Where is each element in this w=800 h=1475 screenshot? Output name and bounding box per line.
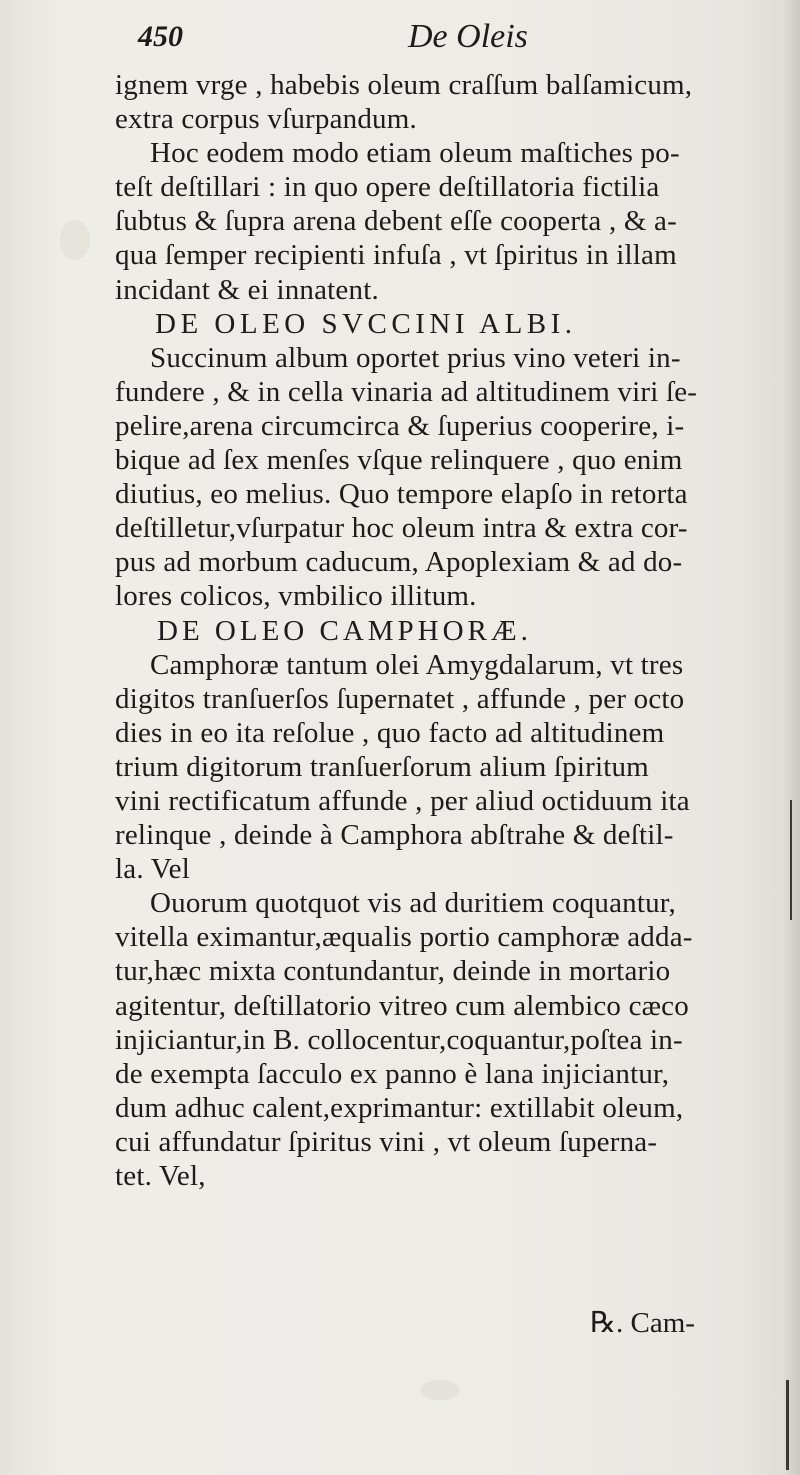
text-line: deſtilletur,vſurpatur hoc oleum intra & extra cor-: [115, 512, 688, 545]
page-number: 450: [138, 20, 183, 53]
text-line: ſubtus & ſupra arena debent eſſe cooperta , & a-: [115, 205, 677, 238]
text-line: extra corpus vſurpandum.: [115, 103, 417, 136]
text-line: Camphoræ tantum olei Amygdalarum, vt tres: [150, 648, 684, 681]
text-line: la. Vel: [115, 853, 190, 886]
text-line: pelire,arena circumcirca & ſuperius cooperire, i-: [115, 409, 685, 442]
section-heading: DE OLEO SVCCINI ALBI.: [155, 307, 577, 340]
running-head: De Oleis: [408, 18, 528, 55]
catchword: ℞. Cam-: [590, 1307, 695, 1339]
text-line: Ouorum quotquot vis ad duritiem coquantur,: [150, 887, 676, 920]
page-header: [0, 16, 800, 66]
text-line: vini rectificatum affunde , per aliud octiduum ita: [115, 784, 690, 817]
text-line: relinque , deinde à Camphora abſtrahe & deſtil-: [115, 819, 674, 852]
text-line: incidant & ei innatent.: [115, 273, 379, 306]
text-line: cui affundatur ſpiritus vini , vt oleum ſuperna-: [115, 1125, 658, 1158]
section-heading: DE OLEO CAMPHORÆ.: [157, 614, 532, 647]
text-line: tur,hæc mixta contundantur, deinde in mortario: [115, 955, 671, 988]
text-line: vitella eximantur,æqualis portio camphoræ adda-: [115, 921, 693, 954]
text-line: dum adhuc calent,exprimantur: extillabit oleum,: [115, 1091, 684, 1124]
text-line: lores colicos, vmbilico illitum.: [115, 580, 477, 613]
text-line: diutius, eo melius. Quo tempore elapſo in retorta: [115, 478, 688, 511]
text-line: qua ſemper recipienti infuſa , vt ſpiritus in illam: [115, 239, 677, 272]
text-line: Succinum album oportet prius vino veteri in-: [150, 341, 681, 374]
text-line: injiciantur,in B. collocentur,coquantur,poſtea in-: [115, 1023, 683, 1056]
text-line: fundere , & in cella vinaria ad altitudinem viri ſe-: [115, 375, 698, 408]
text-line: pus ad morbum caducum, Apoplexiam & ad do-: [115, 546, 683, 579]
body-text: [115, 68, 795, 1193]
paper-stain: [420, 1380, 460, 1400]
text-line: Hoc eodem modo etiam oleum maſtiches po-: [150, 137, 680, 170]
text-line: digitos tranſuerſos ſupernatet , affunde , per octo: [115, 682, 685, 715]
text-line: de exempta ſacculo ex panno è lana injiciantur,: [115, 1057, 670, 1090]
text-line: tet. Vel,: [115, 1160, 206, 1192]
text-line: trium digitorum tranſuerſorum alium ſpiritum: [115, 750, 649, 783]
text-line: bique ad ſex menſes vſque relinquere , quo enim: [115, 444, 683, 477]
paper-stain: [60, 220, 90, 260]
right-margin-mark: [786, 1380, 789, 1470]
text-line: dies in eo ita reſolue , quo facto ad altitudinem: [115, 716, 665, 749]
text-line: agitentur, deſtillatorio vitreo cum alembico cæco: [115, 989, 689, 1022]
text-line: ignem vrge , habebis oleum craſſum balſamicum,: [115, 69, 693, 101]
text-line: teſt deſtillari : in quo opere deſtillatoria fictilia: [115, 171, 660, 204]
